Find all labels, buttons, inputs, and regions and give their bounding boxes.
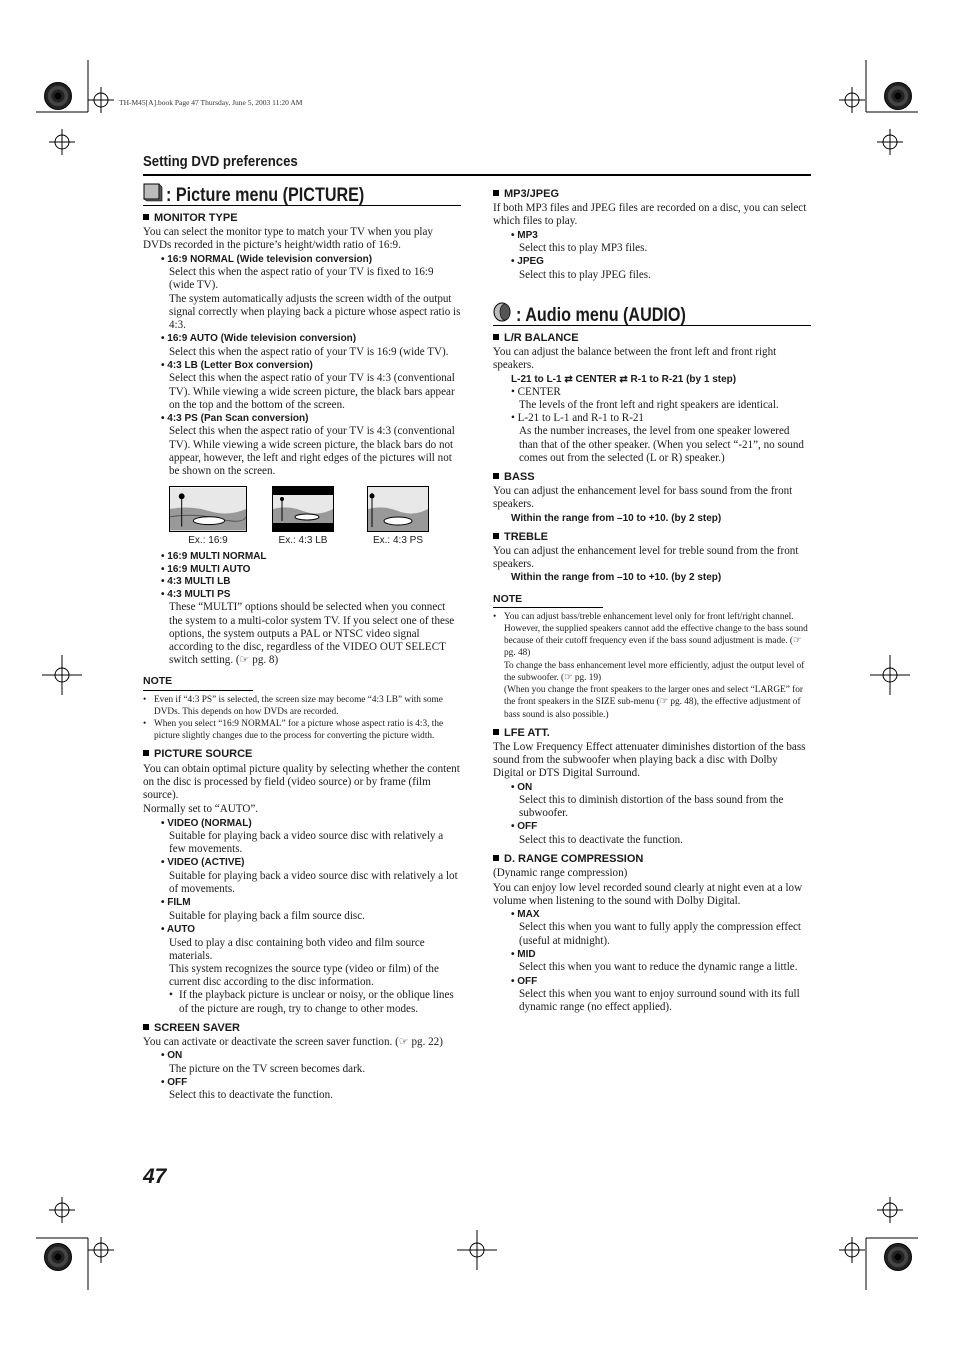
- option-label: • 4:3 PS (Pan Scan conversion): [161, 412, 309, 424]
- option-desc: Suitable for playing back a video source disc with relatively a few movements.: [169, 830, 444, 856]
- lr-balance-intro: You can adjust the balance between the front left and front right speakers.: [493, 346, 777, 372]
- file-info-line: TH-M45[A].book Page 47 Thursday, June 5, 2003 11:20 AM: [119, 98, 303, 107]
- note-continuation: To change the bass enhancement level more efficiently, adjust the output level of the subwoofer. (☞ pg. 19): [504, 660, 805, 683]
- example-4-3-lb: [264, 486, 342, 547]
- speaker-icon: [493, 302, 513, 322]
- example-label: Ex.: 4:3 LB: [278, 535, 328, 547]
- multi-desc: These “MULTI” options should be selected when you connect the system to a multi-color system TV. If you select one of these options, the system outputs a PAL or NTSC video signal according to the disc, regardless of the VIDEO OUT SELECT switch setting. (☞ pg. 8): [169, 601, 455, 667]
- example-label: Ex.: 16:9: [188, 535, 228, 547]
- surfer-image-icon: [273, 487, 333, 531]
- option-desc: Select this when the aspect ratio of your TV is 4:3 (conventional TV). While viewing a wide screen picture, the black bars appear on the top and the bottom of the screen.: [169, 372, 455, 411]
- balance-item-label: • CENTER: [511, 385, 561, 398]
- note-continuation: (When you change the front speakers to the larger ones and select “LARGE” for the front speakers in the SIZE sub-menu (☞ pg. 48), the effective adjustment of bass sound is also possible.): [504, 685, 804, 720]
- example-4-3-ps: [359, 486, 437, 547]
- option-label: • AUTO: [161, 924, 196, 936]
- option-label: • ON: [161, 1050, 183, 1062]
- lfe-att-intro: The Low Frequency Effect attenuater diminishes distortion of the bass sound from the subwoofer when playing back a disc with Dolby Digital or DTS Digital Surround.: [493, 740, 806, 780]
- example-label: Ex.: 4:3 PS: [372, 535, 424, 547]
- bass-heading: BASS: [493, 471, 811, 484]
- option-desc: The picture on the TV screen becomes dark.: [169, 1062, 366, 1075]
- note-list: [143, 694, 461, 743]
- left-column: [143, 182, 461, 1103]
- option-desc: This system recognizes the source type (video or film) of the current disc according to the disc information.: [169, 962, 439, 989]
- header-rule: [143, 174, 811, 176]
- option-desc: Select this to diminish distortion of the bass sound from the subwoofer.: [519, 794, 784, 820]
- right-column: [493, 182, 811, 1014]
- option-label: • MAX: [511, 908, 540, 920]
- option-desc: Select this to play MP3 files.: [519, 242, 648, 255]
- option-desc: Select this when the aspect ratio of your TV is fixed to 16:9 (wide TV).: [169, 266, 434, 292]
- mp3-jpeg-intro: If both MP3 files and JPEG files are recorded on a disc, you can select which files to play.: [493, 202, 807, 228]
- note-item: • Even if “4:3 PS” is selected, the screen size may become “4:3 LB” with some DVDs. This depends on how DVDs are recorded.: [143, 694, 461, 718]
- note-item: • You can adjust bass/treble enhancement level only for front left/right channel. However, the supplied speakers cannot add the effective change to the bass sound because of their cutoff frequency even if the bass sound adjustment is made. (☞ pg. 48): [493, 611, 811, 660]
- option-desc: Select this to play JPEG files.: [519, 268, 651, 281]
- picture-source-default: Normally set to “AUTO”.: [143, 803, 259, 816]
- example-16-9: [169, 486, 247, 547]
- picture-source-intro: You can obtain optimal picture quality by selecting whether the content on the disc is processed by field (video source) or by frame (film source).: [143, 762, 460, 802]
- option-label: • MP3: [511, 229, 538, 241]
- audio-menu-title-text: : Audio menu (AUDIO): [516, 304, 686, 326]
- screen-saver-heading: SCREEN SAVER: [143, 1022, 461, 1035]
- option-label: • JPEG: [511, 256, 544, 268]
- picture-menu-title: [143, 182, 461, 206]
- multi-option: • 4:3 MULTI LB: [161, 576, 231, 588]
- option-label: • OFF: [511, 975, 538, 987]
- option-desc: The system automatically adjusts the screen width of the output signal correctly when playing back a picture whose aspect ratio is 4:3.: [169, 292, 461, 331]
- picture-menu-title-text: : Picture menu (PICTURE): [166, 184, 365, 206]
- note-heading: NOTE: [143, 675, 253, 690]
- picture-monitor-icon: [143, 182, 163, 202]
- bass-intro: You can adjust the enhancement level for bass sound from the front speakers.: [493, 485, 793, 511]
- option-desc: Select this when the aspect ratio of your TV is 4:3 (conventional TV). While viewing a wide screen picture, the black bars do not appear, however, the left and right edges of the pictures will not be shown on the screen.: [169, 425, 455, 478]
- option-desc: Select this to deactivate the function.: [519, 833, 683, 846]
- option-desc: Used to play a disc containing both video and film source materials.: [169, 936, 425, 962]
- screen-saver-intro: You can activate or deactivate the screen saver function. (☞ pg. 22): [143, 1035, 443, 1048]
- treble-intro: You can adjust the enhancement level for treble sound from the front speakers.: [493, 545, 799, 571]
- picture-source-heading: PICTURE SOURCE: [143, 748, 461, 761]
- treble-heading: TREBLE: [493, 531, 811, 544]
- balance-item-label: • L-21 to L-1 and R-1 to R-21: [511, 412, 644, 425]
- section-header: Setting DVD preferences: [143, 153, 298, 170]
- multi-option: • 4:3 MULTI PS: [161, 588, 231, 600]
- option-desc: Suitable for playing back a film source disc.: [169, 909, 365, 922]
- option-label: • OFF: [161, 1076, 188, 1088]
- option-desc: Select this when you want to fully apply the compression effect (useful at midnight).: [519, 921, 802, 947]
- lr-balance-heading: L/R BALANCE: [493, 332, 811, 345]
- option-desc: Select this when you want to enjoy surround sound with its full dynamic range (no effect applied).: [519, 988, 800, 1014]
- surfer-image-icon: [170, 487, 246, 531]
- lfe-att-heading: LFE ATT.: [493, 727, 811, 740]
- multi-option: • 16:9 MULTI AUTO: [161, 563, 251, 575]
- note-list: [493, 611, 811, 660]
- option-label: • 16:9 NORMAL (Wide television conversion): [161, 253, 373, 265]
- multi-option: • 16:9 MULTI NORMAL: [161, 551, 267, 563]
- mp3-jpeg-heading: MP3/JPEG: [493, 188, 811, 201]
- surfer-image-icon: [368, 487, 428, 531]
- option-desc: Select this when the aspect ratio of your TV is 16:9 (wide TV).: [169, 345, 449, 358]
- d-range-intro: You can enjoy low level recorded sound clearly at night even at a low volume when listening to the sound with Dolby Digital.: [493, 881, 803, 907]
- option-label: • VIDEO (ACTIVE): [161, 857, 245, 869]
- balance-item-desc: As the number increases, the level from one speaker lowered than that of the other speaker. (When you select “-21”, no sound comes out from the selected (L or R) speaker.): [519, 425, 804, 464]
- note-item: • When you select “16:9 NORMAL” for a picture whose aspect ratio is 4:3, the picture slightly changes due to the process for converting the picture width.: [143, 718, 461, 742]
- option-desc: Suitable for playing back a video source disc with relatively a lot of movements.: [169, 869, 458, 896]
- option-label: • FILM: [161, 897, 191, 909]
- d-range-heading: D. RANGE COMPRESSION: [493, 853, 811, 866]
- page-number: 47: [143, 1165, 167, 1188]
- monitor-type-heading: MONITOR TYPE: [143, 212, 461, 225]
- option-label: • ON: [511, 781, 533, 793]
- monitor-type-intro: You can select the monitor type to match your TV when you play DVDs recorded in the picture’s height/width ratio of 16:9.: [143, 226, 433, 252]
- balance-item-desc: The levels of the front left and right speakers are identical.: [519, 399, 779, 412]
- option-desc: Select this when you want to reduce the dynamic range a little.: [519, 961, 798, 974]
- d-range-subtitle: (Dynamic range compression): [493, 867, 628, 880]
- lr-balance-range: L-21 to L-1 ⇄ CENTER ⇄ R-1 to R-21 (by 1 step): [511, 373, 737, 385]
- option-label: • OFF: [511, 821, 538, 833]
- bass-range: Within the range from –10 to +10. (by 2 step): [511, 512, 722, 524]
- aspect-examples: [169, 486, 437, 547]
- note-heading: NOTE: [493, 593, 603, 608]
- option-label: • 16:9 AUTO (Wide television conversion): [161, 333, 357, 345]
- option-desc: Select this to deactivate the function.: [169, 1089, 333, 1102]
- audio-menu-title: [493, 302, 811, 326]
- treble-range: Within the range from –10 to +10. (by 2 step): [511, 572, 722, 584]
- option-label: • 4:3 LB (Letter Box conversion): [161, 359, 313, 371]
- auto-bullet: • If the playback picture is unclear or noisy, or the oblique lines of the picture are rough, try to change to other modes.: [179, 989, 461, 1015]
- option-label: • MID: [511, 948, 536, 960]
- option-label: • VIDEO (NORMAL): [161, 817, 252, 829]
